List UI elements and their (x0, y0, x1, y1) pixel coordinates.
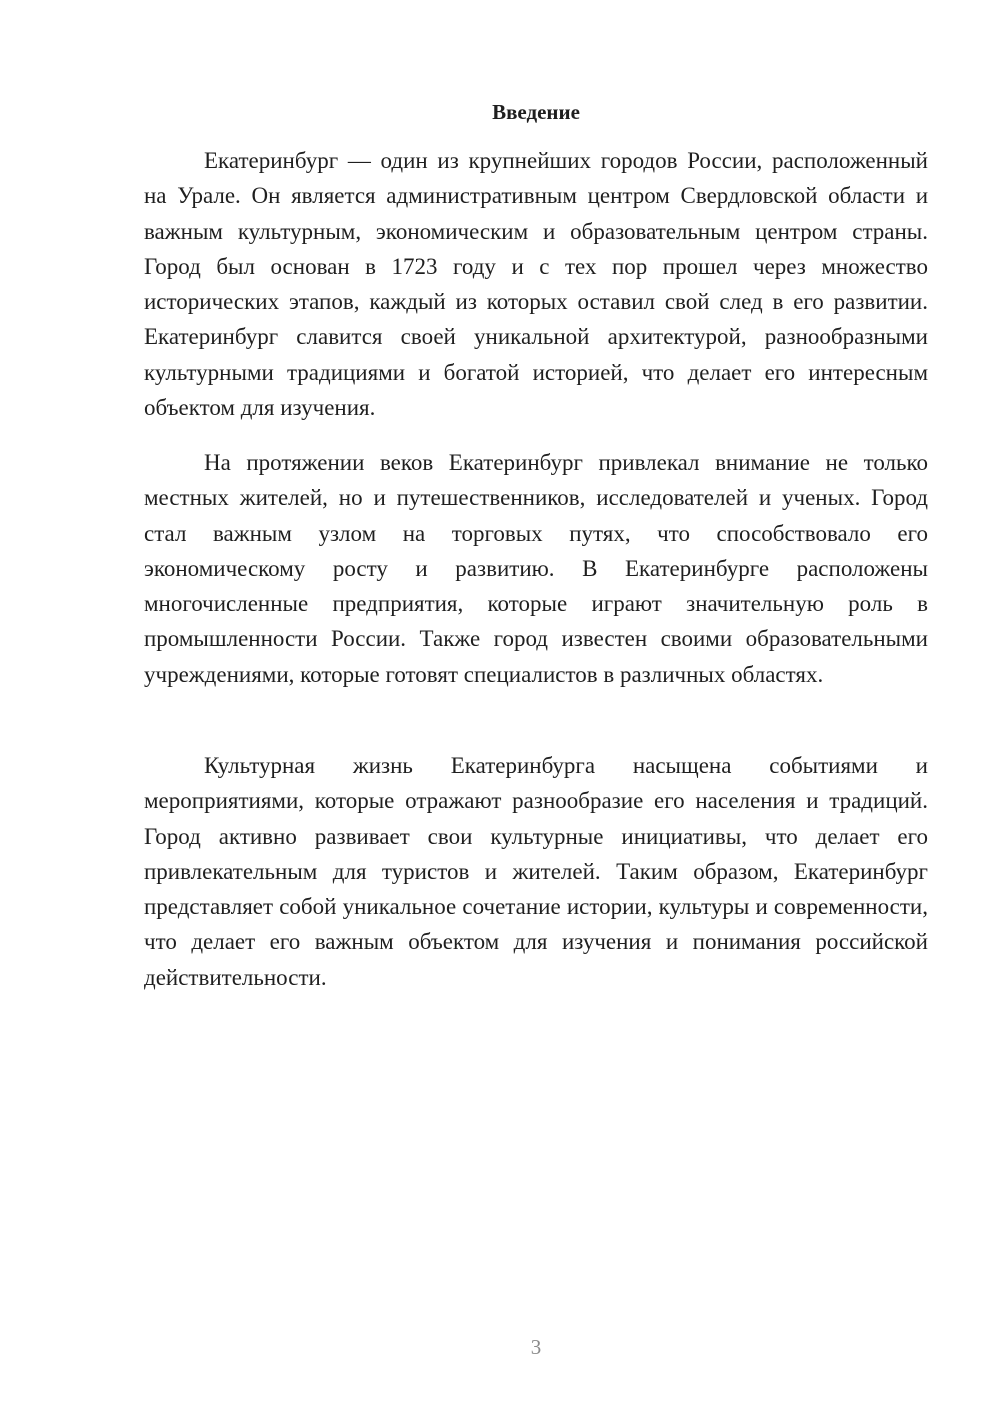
intro-paragraph-3: Культурная жизнь Екатеринбурга насыщена событиями и мероприятиями, которые отражают разнообразие его населения и традиций. Город активно развивает свои культурные инициативы, что делает его привлекательным для туристов и жителей. Таким образом, Екатеринбург представляет собой уникальное сочетание истории, культуры и современности, что делает его важным объектом для изучения и понимания российской действительности. (144, 753, 928, 990)
intro-paragraph-1: Екатеринбург — один из крупнейших городов России, расположенный на Урале. Он является административным центром Свердловской области и важным культурным, экономическим и образовательным центром страны. Город был основан в 1723 году и с тех пор прошел через множество исторических этапов, каждый из которых оставил свой след в его развитии. Екатеринбург славится своей уникальной архитектурой, разнообразными культурными традициями и богатой историей, что делает его интересным объектом для изучения. (144, 148, 928, 421)
page-number: 3 (530, 1335, 542, 1359)
section-heading: Введение (492, 100, 580, 124)
intro-paragraph-2: На протяжении веков Екатеринбург привлекал внимание не только местных жителей, но и путешественников, исследователей и ученых. Город стал важным узлом на торговых путях, что способствовало его экономическому росту и развитию. В Екатеринбурге расположены многочисленные предприятия, которые играют значительную роль в промышленности России. Также город известен своими образовательными учреждениями, которые готовят специалистов в различных областях. (144, 450, 928, 687)
